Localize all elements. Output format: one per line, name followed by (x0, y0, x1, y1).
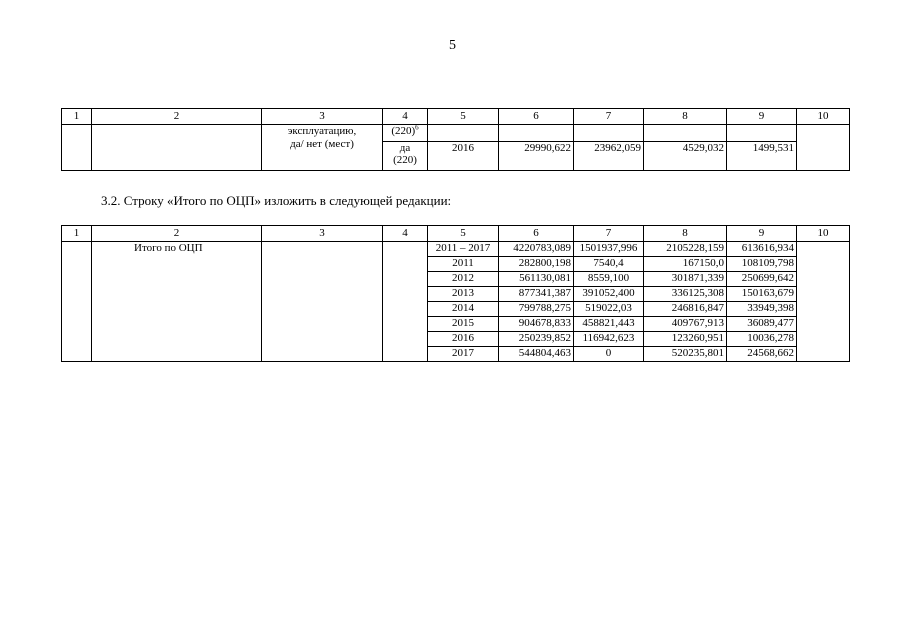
col-header: 4 (383, 226, 428, 242)
col-header: 9 (727, 109, 797, 125)
table-cell (727, 125, 797, 142)
capacity-line: да (399, 142, 411, 154)
value-cell: 29990,622 (499, 142, 574, 171)
value-cell: 1499,531 (727, 142, 797, 171)
table-cell (797, 242, 850, 362)
value-cell: 33949,398 (727, 302, 797, 317)
header-row (62, 109, 850, 125)
table-cell (428, 125, 499, 142)
value-cell: 1501937,996 (574, 242, 644, 257)
value-cell: 336125,308 (644, 287, 727, 302)
col-header: 7 (574, 109, 644, 125)
totals-table (61, 225, 850, 362)
col-header: 8 (644, 226, 727, 242)
value-cell: 36089,477 (727, 317, 797, 332)
table-cell (797, 125, 850, 171)
value-cell: 0 (574, 347, 644, 362)
footnote-mark: 6 (415, 123, 419, 132)
year-cell: 2015 (428, 317, 499, 332)
table-cell (62, 242, 92, 362)
col-header: 5 (428, 109, 499, 125)
table-cell (262, 242, 383, 362)
year-cell: 2016 (428, 332, 499, 347)
capacity-value: (220) (391, 125, 416, 137)
year-cell: 2014 (428, 302, 499, 317)
value-cell: 520235,801 (644, 347, 727, 362)
col-header: 2 (92, 109, 262, 125)
value-cell: 23962,059 (574, 142, 644, 171)
row-label: Итого по ОЦП (92, 242, 262, 362)
table-cell (644, 125, 727, 142)
col-header: 3 (262, 226, 383, 242)
value-cell: 8559,100 (574, 272, 644, 287)
col-header: 7 (574, 226, 644, 242)
value-cell: 24568,662 (727, 347, 797, 362)
value-cell: 246816,847 (644, 302, 727, 317)
value-cell: 4529,032 (644, 142, 727, 171)
capacity-cell (383, 142, 428, 171)
col-header: 10 (797, 226, 850, 242)
value-cell: 2105228,159 (644, 242, 727, 257)
value-cell: 167150,0 (644, 257, 727, 272)
table-cell (574, 125, 644, 142)
col-header: 10 (797, 109, 850, 125)
value-cell: 108109,798 (727, 257, 797, 272)
value-cell: 150163,679 (727, 287, 797, 302)
value-cell: 458821,443 (574, 317, 644, 332)
value-cell: 250239,852 (499, 332, 574, 347)
year-cell: 2011 (428, 257, 499, 272)
value-cell: 391052,400 (574, 287, 644, 302)
value-cell: 4220783,089 (499, 242, 574, 257)
description-line: да/ нет (мест) (290, 138, 354, 150)
year-cell: 2011 – 2017 (428, 242, 499, 257)
value-cell: 799788,275 (499, 302, 574, 317)
value-cell: 519022,03 (574, 302, 644, 317)
continuation-table (61, 108, 850, 171)
year-cell: 2017 (428, 347, 499, 362)
value-cell: 877341,387 (499, 287, 574, 302)
description-cell (262, 125, 383, 171)
table-cell (499, 125, 574, 142)
value-cell: 904678,833 (499, 317, 574, 332)
value-cell: 116942,623 (574, 332, 644, 347)
value-cell: 409767,913 (644, 317, 727, 332)
value-cell: 250699,642 (727, 272, 797, 287)
header-row (62, 226, 850, 242)
year-cell: 2013 (428, 287, 499, 302)
table-row (62, 125, 850, 142)
col-header: 3 (262, 109, 383, 125)
section-heading: 3.2. Строку «Итого по ОЦП» изложить в следующей редакции: (101, 193, 452, 208)
col-header: 8 (644, 109, 727, 125)
capacity-cell (383, 125, 428, 142)
year-cell: 2012 (428, 272, 499, 287)
value-cell: 7540,4 (574, 257, 644, 272)
col-header: 6 (499, 109, 574, 125)
col-header: 1 (62, 109, 92, 125)
description-line: эксплуатацию, (287, 125, 357, 137)
value-cell: 123260,951 (644, 332, 727, 347)
value-cell: 301871,339 (644, 272, 727, 287)
col-header: 5 (428, 226, 499, 242)
table-cell (383, 242, 428, 362)
year-cell: 2016 (428, 142, 499, 171)
col-header: 9 (727, 226, 797, 242)
col-header: 6 (499, 226, 574, 242)
table-cell (92, 125, 262, 171)
value-cell: 613616,934 (727, 242, 797, 257)
col-header: 4 (383, 109, 428, 125)
value-cell: 561130,081 (499, 272, 574, 287)
value-cell: 10036,278 (727, 332, 797, 347)
page-number: 5 (449, 38, 456, 53)
value-cell: 544804,463 (499, 347, 574, 362)
value-cell: 282800,198 (499, 257, 574, 272)
capacity-line: (220) (393, 154, 417, 166)
col-header: 1 (62, 226, 92, 242)
table-row (62, 242, 850, 257)
table-cell (62, 125, 92, 171)
col-header: 2 (92, 226, 262, 242)
